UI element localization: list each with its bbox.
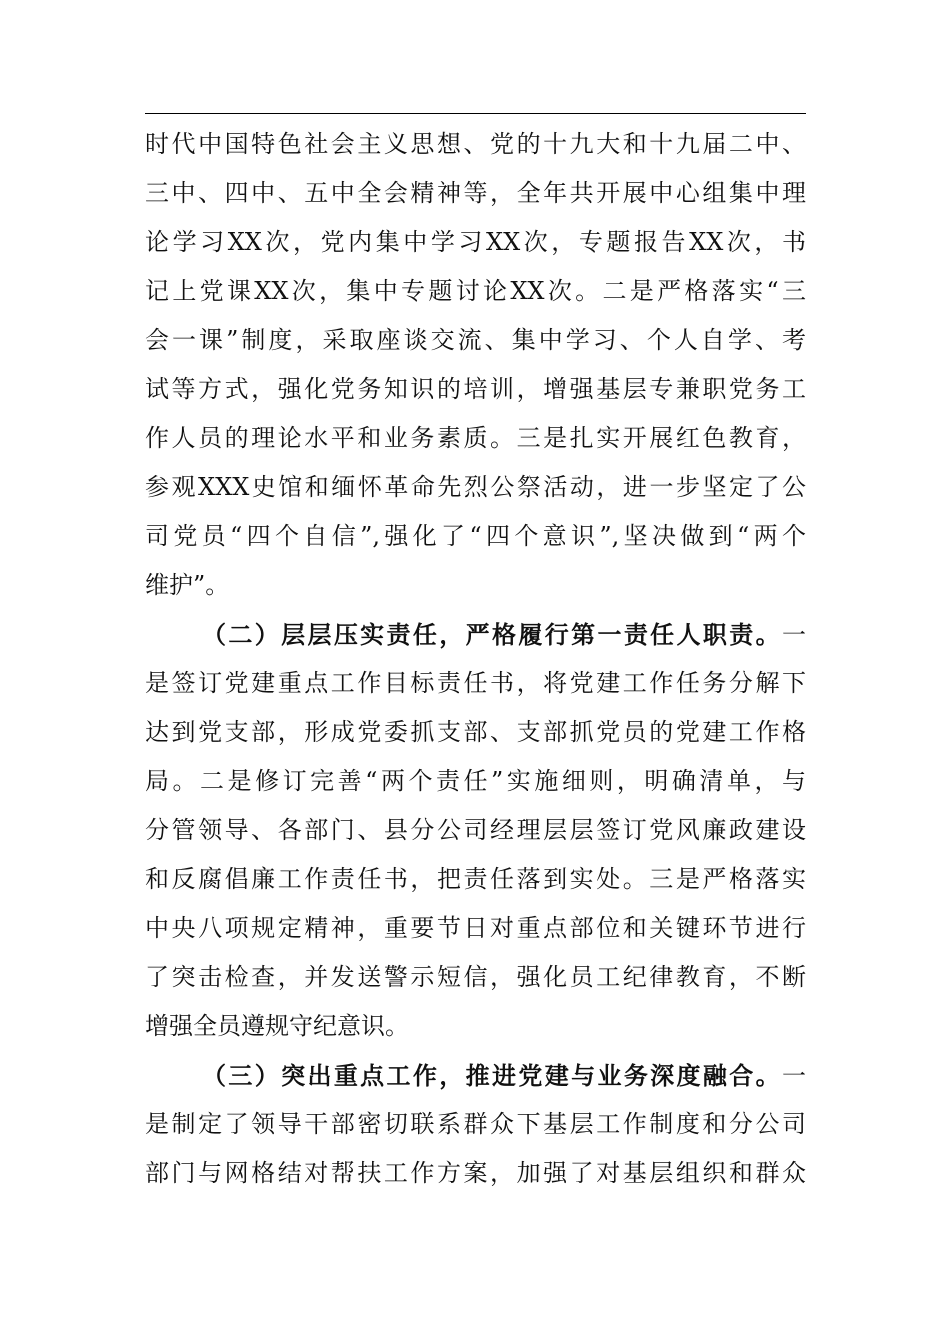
header-rule bbox=[145, 113, 806, 114]
text-line: 会一课”制度，采取座谈交流、集中学习、个人自学、考 bbox=[145, 326, 806, 354]
text-line: 维护”。 bbox=[145, 571, 230, 599]
text-line: 达到党支部，形成党委抓支部、支部抓党员的党建工作格 bbox=[145, 718, 806, 746]
text-line: 是签订党建重点工作目标责任书，将党建工作任务分解下 bbox=[145, 669, 806, 697]
text-line: 局。二是修订完善“两个责任”实施细则，明确清单，与 bbox=[145, 767, 806, 795]
paragraph-2 bbox=[145, 610, 806, 1051]
text-line: 是制定了领导干部密切联系群众下基层工作制度和分公司 bbox=[145, 1110, 806, 1138]
text-line: 三中、四中、五中全会精神等，全年共开展中心组集中理 bbox=[145, 179, 806, 207]
text-line: 论学习XX次，党内集中学习XX次，专题报告XX次，书 bbox=[145, 228, 806, 256]
section-heading-line bbox=[145, 610, 806, 659]
text-line: 时代中国特色社会主义思想、党的十九大和十九届二中、 bbox=[145, 130, 806, 158]
section-heading: （二）层层压实责任，严格履行第一责任人职责。 bbox=[202, 620, 782, 649]
text-line: 记上党课XX次，集中专题讨论XX次。二是严格落实“三 bbox=[145, 277, 806, 305]
text-line: 部门与网格结对帮扶工作方案，加强了对基层组织和群众 bbox=[145, 1159, 806, 1187]
text-line: 中央八项规定精神，重要节日对重点部位和关键环节进行 bbox=[145, 914, 806, 942]
text-line: 分管领导、各部门、县分公司经理层层签订党风廉政建设 bbox=[145, 816, 806, 844]
document-body bbox=[145, 120, 806, 1198]
heading-line-rest: 一 bbox=[782, 621, 806, 649]
text-line: 和反腐倡廉工作责任书，把责任落到实处。三是严格落实 bbox=[145, 865, 806, 893]
text-line: 了突击检查，并发送警示短信，强化员工纪律教育，不断 bbox=[145, 963, 806, 991]
text-line: 司党员“四个自信”,强化了“四个意识”,坚决做到“两个 bbox=[145, 522, 806, 550]
text-line: 作人员的理论水平和业务素质。三是扎实开展红色教育， bbox=[145, 424, 806, 452]
text-line: 参观XXX史馆和缅怀革命先烈公祭活动，进一步坚定了公 bbox=[145, 473, 806, 501]
section-heading-line bbox=[145, 1051, 806, 1100]
heading-line-rest: 一 bbox=[782, 1062, 806, 1090]
text-line: 增强全员遵规守纪意识。 bbox=[145, 1012, 409, 1040]
text-line: 试等方式，强化党务知识的培训，增强基层专兼职党务工 bbox=[145, 375, 806, 403]
paragraph-3 bbox=[145, 1051, 806, 1198]
paragraph-1 bbox=[145, 120, 806, 610]
section-heading: （三）突出重点工作，推进党建与业务深度融合。 bbox=[202, 1061, 782, 1090]
